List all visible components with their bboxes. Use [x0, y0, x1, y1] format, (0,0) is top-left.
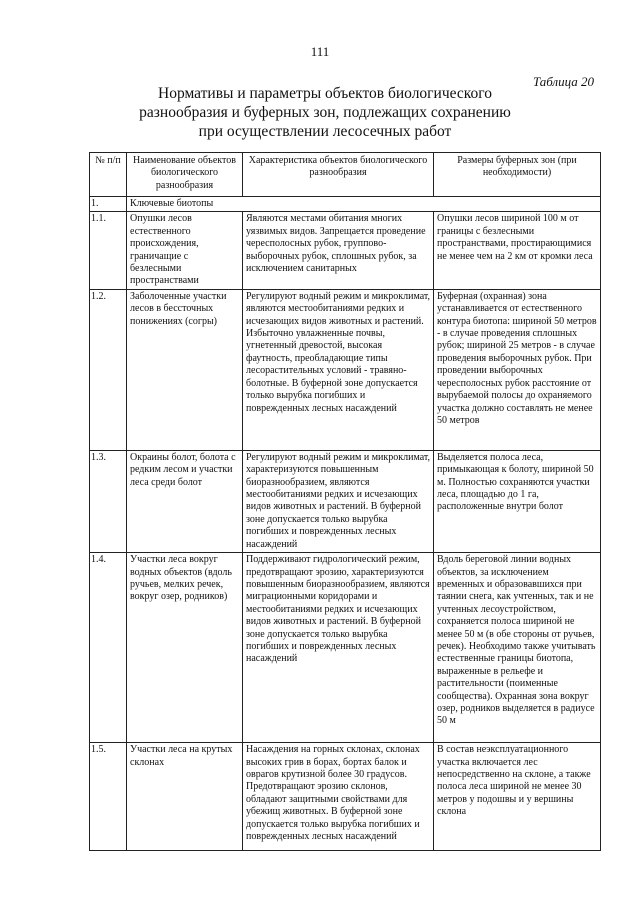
- row-name: Заболоченные участки лесов в бессточных понижениях (согры): [127, 289, 243, 450]
- header-characteristic: Характеристика объектов биологического разнообразия: [243, 153, 434, 197]
- table-row: [90, 743, 601, 851]
- header-num: № п/п: [90, 153, 127, 197]
- row-buffer: Буферная (охранная) зона устанавливается от естественного контура биотопа: шириной 50 метров - в случае проведения сплошных рубок; шириной 25 метров - в случае проведения выборочных рубок. При проведении выборочных чересполосных рубок расстояние от вырубаемой полосы до охраняемого участка должно составлять не менее 50 метров: [434, 289, 601, 450]
- row-buffer: Выделяется полоса леса, примыкающая к болоту, шириной 50 м. Полностью сохраняются участки леса, площадью до 1 га, расположенные внутри болот: [434, 450, 601, 552]
- table-row: [90, 553, 601, 743]
- row-characteristic: Насаждения на горных склонах, склонах высоких грив в борах, бортах балок и оврагов крутизной более 30 градусов. Предотвращают эрозию склонов, обладают защитными свойствами для убежищ животных. В буферной зоне допускается только вырубка погибших и поврежденных лесных насаждений: [243, 743, 434, 851]
- row-buffer: В состав неэксплуатационного участка включается лес непосредственно на склоне, а также полоса леса шириной не менее 30 метров у подошвы и у вершины склона: [434, 743, 601, 851]
- header-buffer: Размеры буферных зон (при необходимости): [434, 153, 601, 197]
- row-name: Опушки лесов естественного происхождения, граничащие с безлесными пространствами: [127, 212, 243, 289]
- table-header-row: [90, 153, 601, 197]
- row-num: 1.5.: [90, 743, 127, 851]
- row-num: 1.2.: [90, 289, 127, 450]
- header-name: Наименование объектов биологического разнообразия: [127, 153, 243, 197]
- section-row: [90, 197, 601, 212]
- title-line: Нормативы и параметры объектов биологического: [158, 85, 492, 102]
- norms-table: [89, 152, 601, 851]
- row-characteristic: Регулируют водный режим и микроклимат, характеризуются повышенным биоразнообразием, являются местообитаниями редких и исчезающих видов животных и растений. В буферной зоне допускается только вырубка погибших и поврежденных лесных насаждений: [243, 450, 434, 552]
- title-line: при осуществлении лесосечных работ: [198, 123, 452, 140]
- page-number: 111: [310, 44, 330, 59]
- row-name: Участки леса вокруг водных объектов (вдоль ручьев, мелких речек, вокруг озер, родников): [127, 553, 243, 743]
- section-num: 1.: [90, 197, 127, 212]
- row-name: Окраины болот, болота с редким лесом и участки леса среди болот: [127, 450, 243, 552]
- row-num: 1.1.: [90, 212, 127, 289]
- row-num: 1.3.: [90, 450, 127, 552]
- row-buffer: Вдоль береговой линии водных объектов, за исключением временных и образовавшихся при таянии снега, как учтенных, так и не учтенных лесоустройством, сохраняется полоса шириной не менее 50 м (в обе стороны от ручьев, речек). Необходимо также учитывать естественные границы биотопа, выраженные в рельефе и растительности (поименные сообщества). Охранная зона вокруг озер, родников выделяется в радиусе 50 м: [434, 553, 601, 743]
- row-name: Участки леса на крутых склонах: [127, 743, 243, 851]
- section-title: Ключевые биотопы: [127, 197, 601, 212]
- row-characteristic: Регулируют водный режим и микроклимат, являются местообитаниями редких и исчезающих видов животных и растений. Избыточно увлажненные почвы, угнетенный древостой, высокая фаутность, преобладающие типы лесорастительных условий - травяно-болотные. В буферной зоне допускается только вырубка погибших и поврежденных лесных насаждений: [243, 289, 434, 450]
- row-characteristic: Поддерживают гидрологический режим, предотвращают эрозию, характеризуются повышенным биоразнообразием, являются миграционными коридорами и местообитаниями редких и исчезающих видов животных и растений. В буферной зоне допускается только вырубка погибших и поврежденных лесных насаждений: [243, 553, 434, 743]
- title-line: разнообразия и буферных зон, подлежащих сохранению: [139, 104, 511, 121]
- table-row: [90, 212, 601, 289]
- table-label: Таблица 20: [532, 74, 594, 89]
- row-characteristic: Являются местами обитания многих уязвимых видов. Запрещается проведение чересполосных рубок, группово-выборочных рубок, сплошных рубок, за исключением санитарных: [243, 212, 434, 289]
- row-num: 1.4.: [90, 553, 127, 743]
- document-title: [110, 84, 540, 141]
- row-buffer: Опушки лесов шириной 100 м от границы с безлесными пространствами, простирающимися не менее чем на 2 км от кромки леса: [434, 212, 601, 289]
- table-row: [90, 450, 601, 552]
- table-row: [90, 289, 601, 450]
